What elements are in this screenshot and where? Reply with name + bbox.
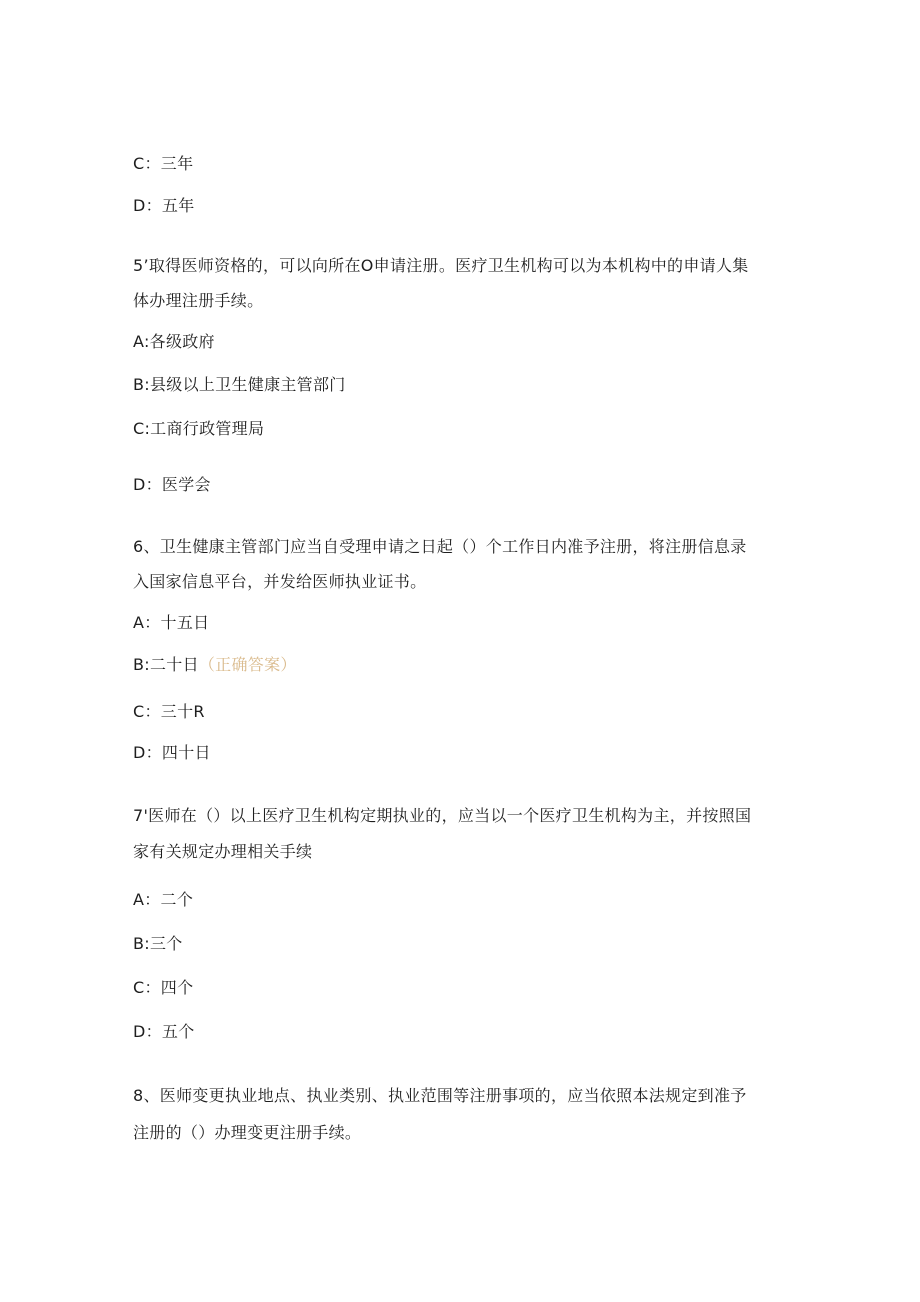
q4-option-d: D：五年 — [133, 196, 195, 215]
q5-option-d: D：医学会 — [133, 475, 211, 494]
q5-stem-line-1: 5’取得医师资格的，可以向所在O申请注册。医疗卫生机构可以为本机构中的申请人集 — [133, 256, 749, 275]
q8-stem-line-1: 8、医师变更执业地点、执业类别、执业范围等注册事项的，应当依照本法规定到准予 — [133, 1086, 747, 1105]
q6-stem-line-1: 6、卫生健康主管部门应当自受理申请之日起（）个工作日内准予注册，将注册信息录 — [133, 537, 747, 556]
q7-option-d: D：五个 — [133, 1022, 195, 1041]
q7-stem-line-1: 7'医师在（）以上医疗卫生机构定期执业的，应当以一个医疗卫生机构为主，并按照国 — [133, 806, 752, 825]
q5-option-a: A:各级政府 — [133, 332, 215, 351]
q6-option-b — [133, 655, 297, 675]
q6-option-a: A：十五日 — [133, 613, 210, 632]
correct-answer-note: （正确答案） — [198, 655, 297, 674]
q4-option-c: C：三年 — [133, 154, 194, 173]
q6-stem-line-2: 入国家信息平台，并发给医师执业证书。 — [133, 572, 427, 591]
q6-option-d: D：四十日 — [133, 743, 211, 762]
q7-stem-line-2: 家有关规定办理相关手续 — [133, 842, 313, 861]
q8-stem-line-2: 注册的（）办理变更注册手续。 — [133, 1123, 362, 1142]
q7-option-c: C：四个 — [133, 978, 194, 997]
q5-option-c: C:工商行政管理局 — [133, 419, 265, 438]
q5-option-b: B:县级以上卫生健康主管部门 — [133, 375, 346, 394]
q5-stem-line-2: 体办理注册手续。 — [133, 291, 264, 310]
q7-option-b: B:三个 — [133, 934, 183, 953]
q6-option-b-text: B:二十日 — [133, 655, 199, 674]
q6-option-c: C：三十R — [133, 702, 205, 721]
q7-option-a: A：二个 — [133, 890, 194, 909]
